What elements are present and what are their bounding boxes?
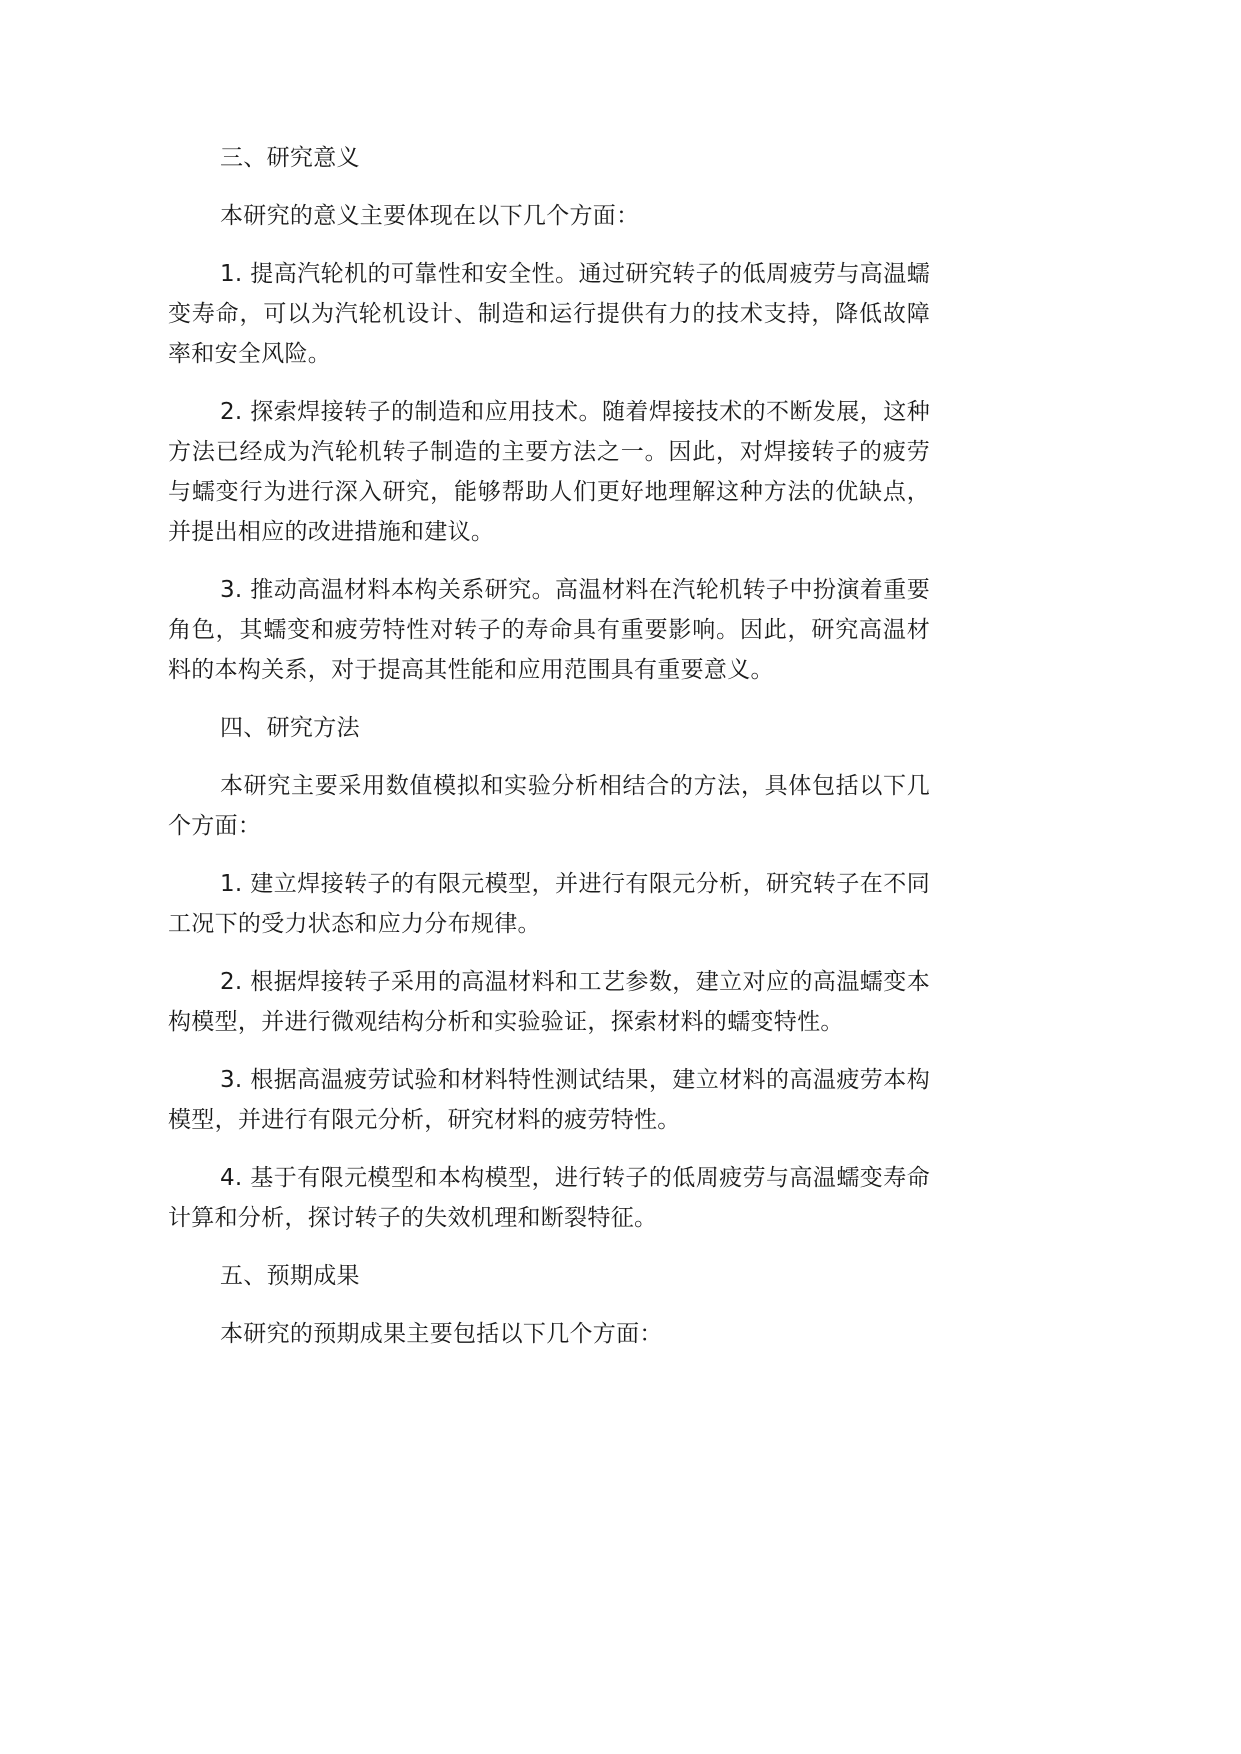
section-intro-significance: 本研究的意义主要体现在以下几个方面： [220, 203, 640, 229]
section-intro-methods: 本研究主要采用数值模拟和实验分析相结合的方法，具体包括以下几个方面： [168, 773, 930, 839]
list-item: 1. 提高汽轮机的可靠性和安全性。通过研究转子的低周疲劳与高温蠕变寿命，可以为汽轮机设计、制造和运行提供有力的技术支持，降低故障率和安全风险。 [168, 261, 930, 367]
section-heading-significance: 三、研究意义 [220, 145, 360, 171]
list-item: 3. 根据高温疲劳试验和材料特性测试结果，建立材料的高温疲劳本构模型，并进行有限元分析，研究材料的疲劳特性。 [168, 1067, 930, 1133]
list-item: 2. 根据焊接转子采用的高温材料和工艺参数，建立对应的高温蠕变本构模型，并进行微观结构分析和实验验证，探索材料的蠕变特性。 [168, 969, 930, 1035]
section-intro-expected-results: 本研究的预期成果主要包括以下几个方面： [220, 1321, 663, 1347]
document-body [168, 138, 930, 1372]
list-item: 1. 建立焊接转子的有限元模型，并进行有限元分析，研究转子在不同工况下的受力状态和应力分布规律。 [168, 871, 930, 937]
section-heading-methods: 四、研究方法 [220, 715, 360, 741]
list-item: 3. 推动高温材料本构关系研究。高温材料在汽轮机转子中扮演着重要角色，其蠕变和疲劳特性对转子的寿命具有重要影响。因此，研究高温材料的本构关系，对于提高其性能和应用范围具有重要意义。 [168, 577, 930, 683]
list-item: 4. 基于有限元模型和本构模型，进行转子的低周疲劳与高温蠕变寿命计算和分析，探讨转子的失效机理和断裂特征。 [168, 1165, 930, 1231]
section-heading-expected-results: 五、预期成果 [220, 1263, 360, 1289]
list-item: 2. 探索焊接转子的制造和应用技术。随着焊接技术的不断发展，这种方法已经成为汽轮机转子制造的主要方法之一。因此，对焊接转子的疲劳与蠕变行为进行深入研究，能够帮助人们更好地理解这种方法的优缺点，并提出相应的改进措施和建议。 [168, 399, 930, 545]
